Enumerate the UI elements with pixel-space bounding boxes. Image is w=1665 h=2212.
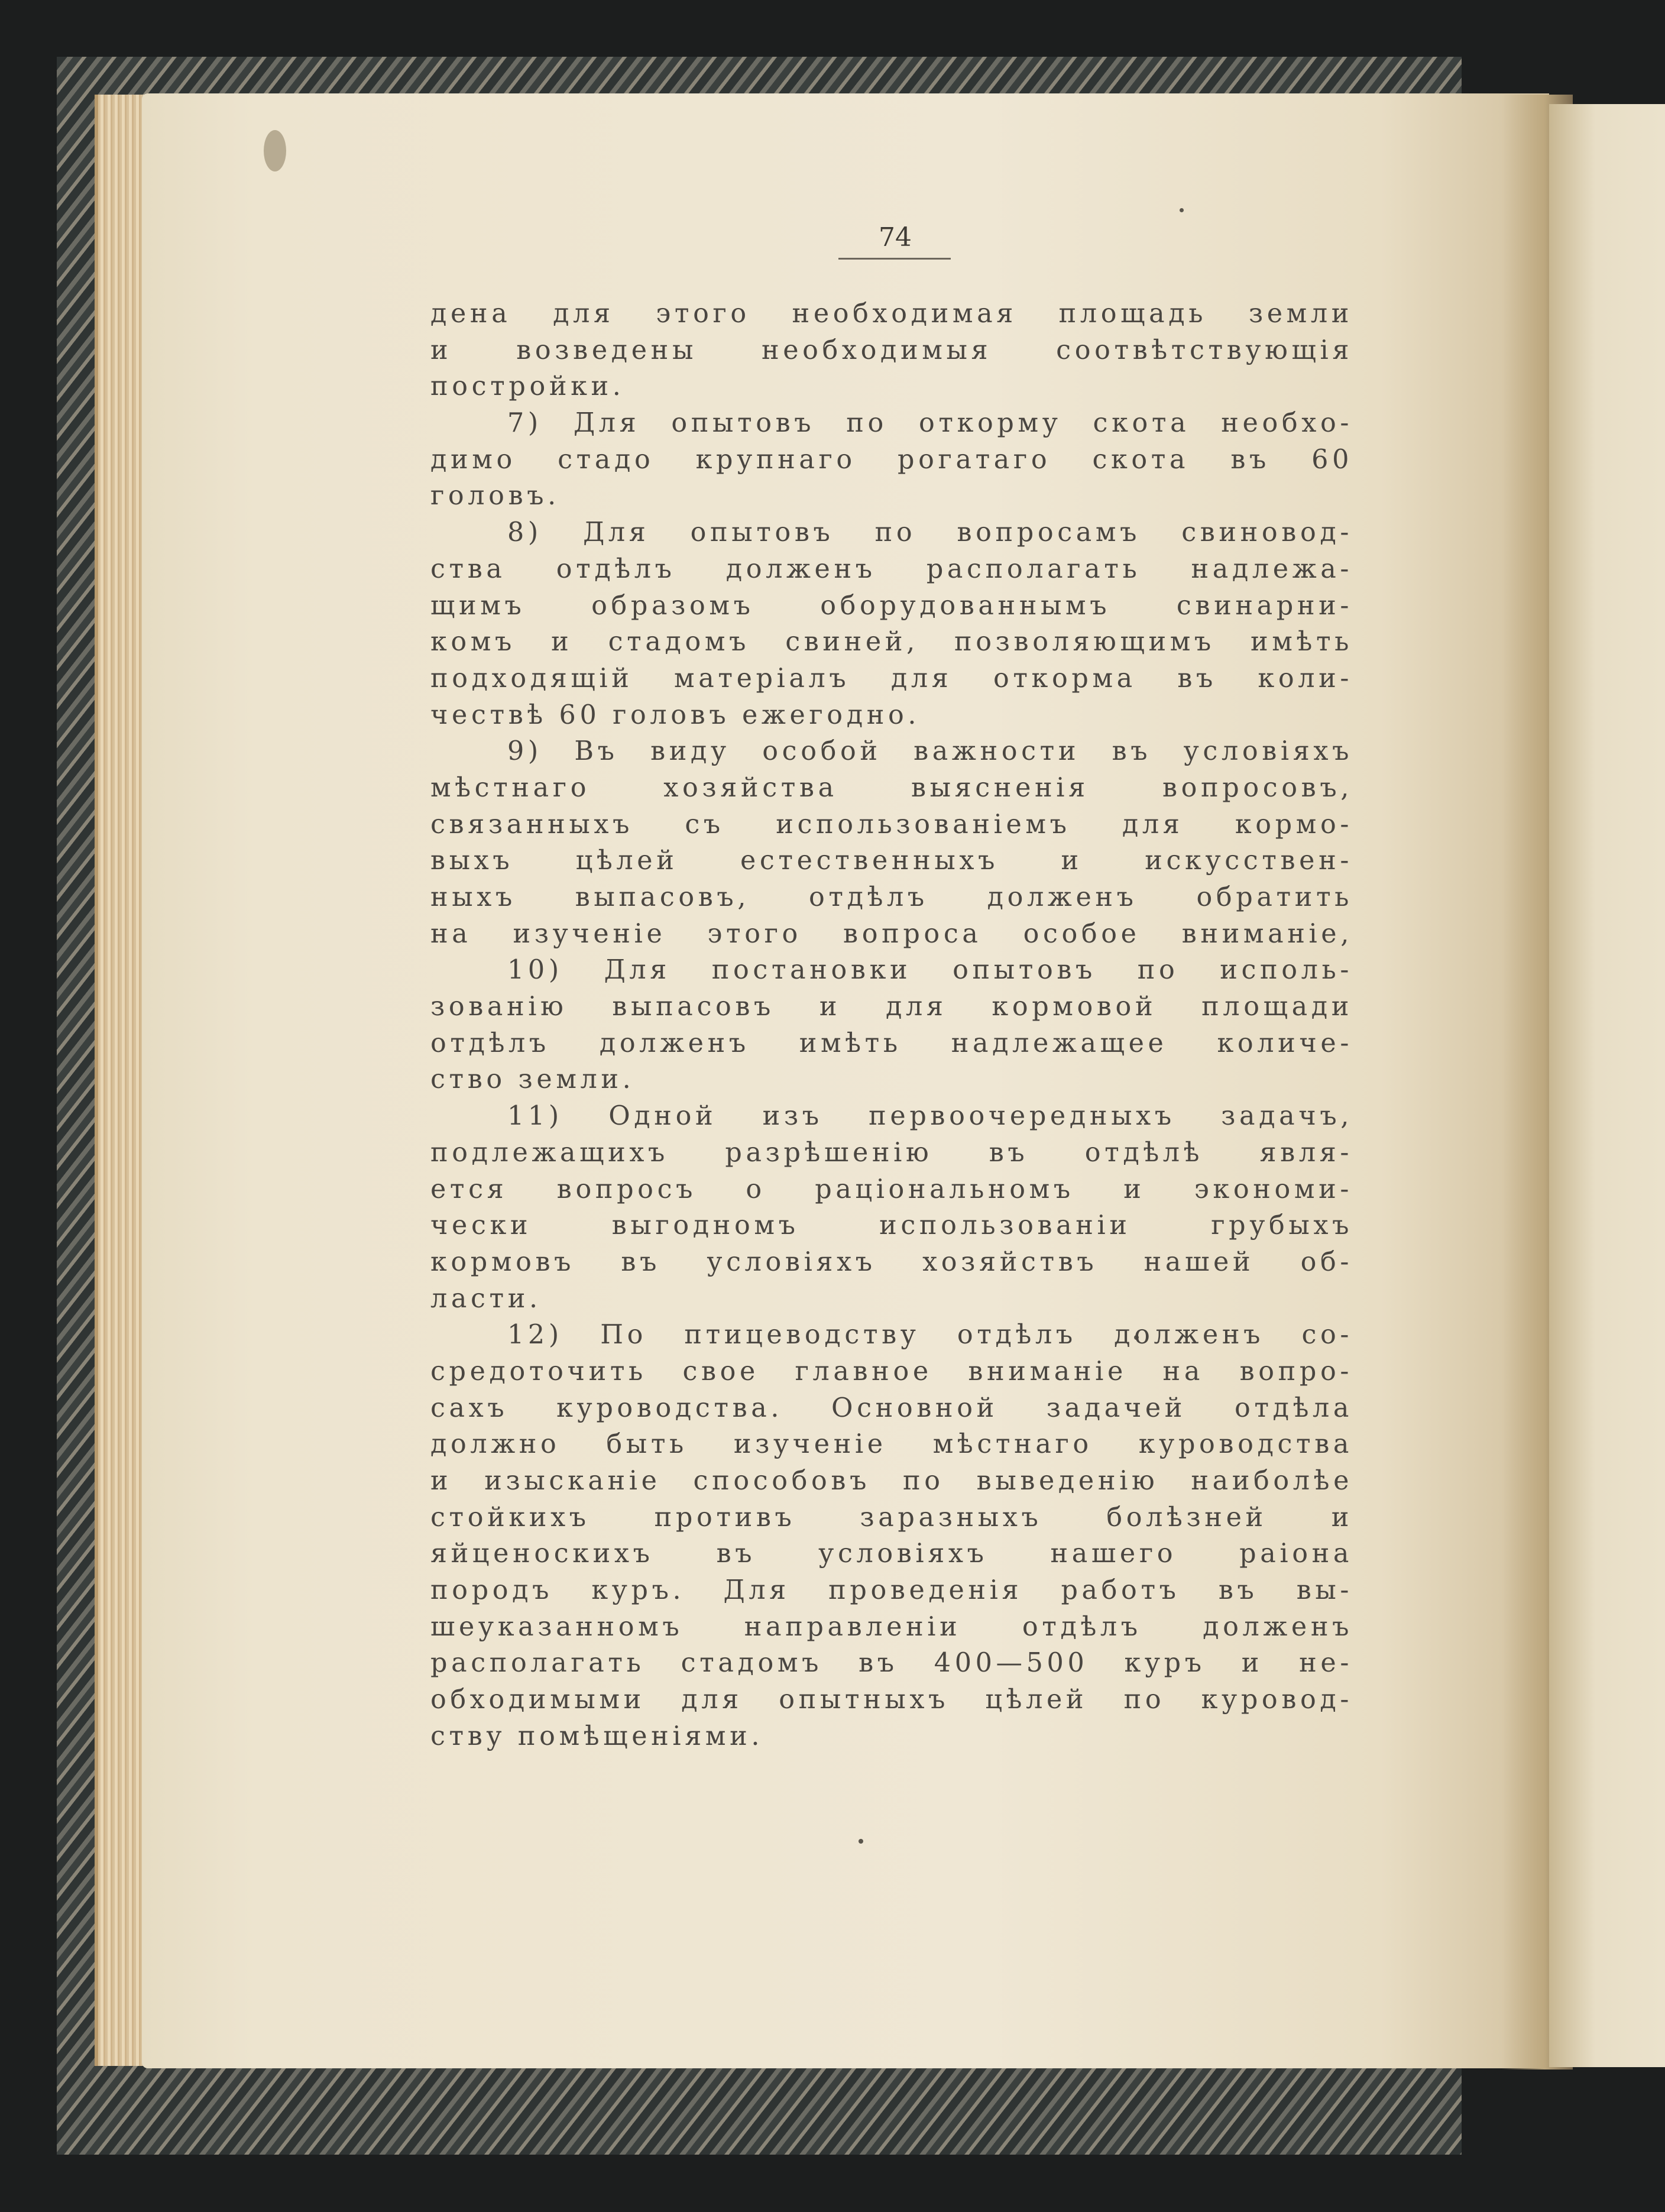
- text-line: обходимыми для опытныхъ цѣлей по куровод-: [430, 1685, 1353, 1715]
- ink-blot: [264, 130, 286, 171]
- text-line: ныхъ выпасовъ, отдѣлъ долженъ обратить: [430, 882, 1353, 912]
- text-line: 10) Для постановки опытовъ по исполь-: [507, 955, 1353, 986]
- text-line: ства отдѣлъ долженъ располагать надлежа-: [430, 553, 1353, 584]
- text-line: димо стадо крупнаго рогатаго скота въ 60: [430, 444, 1353, 475]
- text-line: ству помѣщеніями.: [430, 1721, 764, 1751]
- text-line: мѣстнаго хозяйства выясненія вопросовъ,: [430, 772, 1353, 803]
- text-line: шеуказанномъ направленіи отдѣлъ долженъ: [430, 1611, 1353, 1642]
- ink-speck: [859, 1839, 863, 1844]
- text-line: постройки.: [430, 371, 625, 402]
- text-line: подлежащихъ разрѣшенію въ отдѣлѣ явля-: [430, 1137, 1353, 1168]
- ink-speck: [1180, 208, 1184, 212]
- text-line: 9) Въ виду особой важности въ условіяхъ: [507, 736, 1353, 767]
- body-text: [430, 296, 1353, 1755]
- text-line: чески выгодномъ использованіи грубыхъ: [430, 1210, 1353, 1241]
- text-line: кормовъ въ условіяхъ хозяйствъ нашей об-: [430, 1246, 1353, 1277]
- text-line: 7) Для опытовъ по откорму скота необхо-: [507, 408, 1353, 439]
- text-line: должно быть изученіе мѣстнаго куроводства: [430, 1429, 1353, 1460]
- text-line: головъ.: [430, 481, 560, 511]
- facing-page-edge: [1549, 104, 1665, 2067]
- text-line: дена для этого необходимая площадь земли: [430, 299, 1353, 329]
- text-line: выхъ цѣлей естественныхъ и искусствен-: [430, 846, 1353, 876]
- text-line: комъ и стадомъ свиней, позволяющимъ имѣть: [430, 627, 1353, 658]
- text-line: зованію выпасовъ и для кормовой площади: [430, 992, 1353, 1022]
- text-line: породъ куръ. Для проведенія работъ въ вы-: [430, 1575, 1353, 1606]
- text-line: ласти.: [430, 1283, 542, 1314]
- text-line: ется вопросъ о раціональномъ и экономи-: [430, 1174, 1353, 1204]
- scan-border: [0, 2155, 1665, 2212]
- text-line: связанныхъ съ использованіемъ для кормо-: [430, 809, 1353, 840]
- text-line: 11) Одной изъ первоочередныхъ задачъ,: [507, 1101, 1353, 1132]
- text-line: на изученіе этого вопроса особое вниманіе,: [430, 918, 1353, 949]
- page-number: 74: [879, 222, 912, 252]
- text-line: отдѣлъ долженъ имѣть надлежащее количе-: [430, 1028, 1353, 1058]
- text-line: сахъ куроводства. Основной задачей отдѣла: [430, 1392, 1353, 1423]
- text-line: и изысканіе способовъ по выведенію наиболѣе: [430, 1466, 1353, 1496]
- text-line: 8) Для опытовъ по вопросамъ свиновод-: [507, 517, 1353, 548]
- text-line: ство земли.: [430, 1064, 635, 1095]
- text-line: располагать стадомъ въ 400—500 куръ и не-: [430, 1648, 1353, 1679]
- text-line: стойкихъ противъ заразныхъ болѣзней и: [430, 1502, 1353, 1533]
- text-line: 12) По птицеводству отдѣлъ долженъ со-: [507, 1320, 1353, 1350]
- text-line: яйценоскихъ въ условіяхъ нашего раіона: [430, 1539, 1353, 1569]
- page-number-rule: [838, 258, 951, 260]
- text-line: и возведены необходимыя соотвѣтствующія: [430, 335, 1353, 365]
- text-line: подходящій матеріалъ для откорма въ коли-: [430, 663, 1353, 694]
- text-line: чествѣ 60 головъ ежегодно.: [430, 699, 921, 730]
- text-line: щимъ образомъ оборудованнымъ свинарни-: [430, 590, 1353, 621]
- text-line: средоточить свое главное вниманіе на вопро-: [430, 1356, 1353, 1387]
